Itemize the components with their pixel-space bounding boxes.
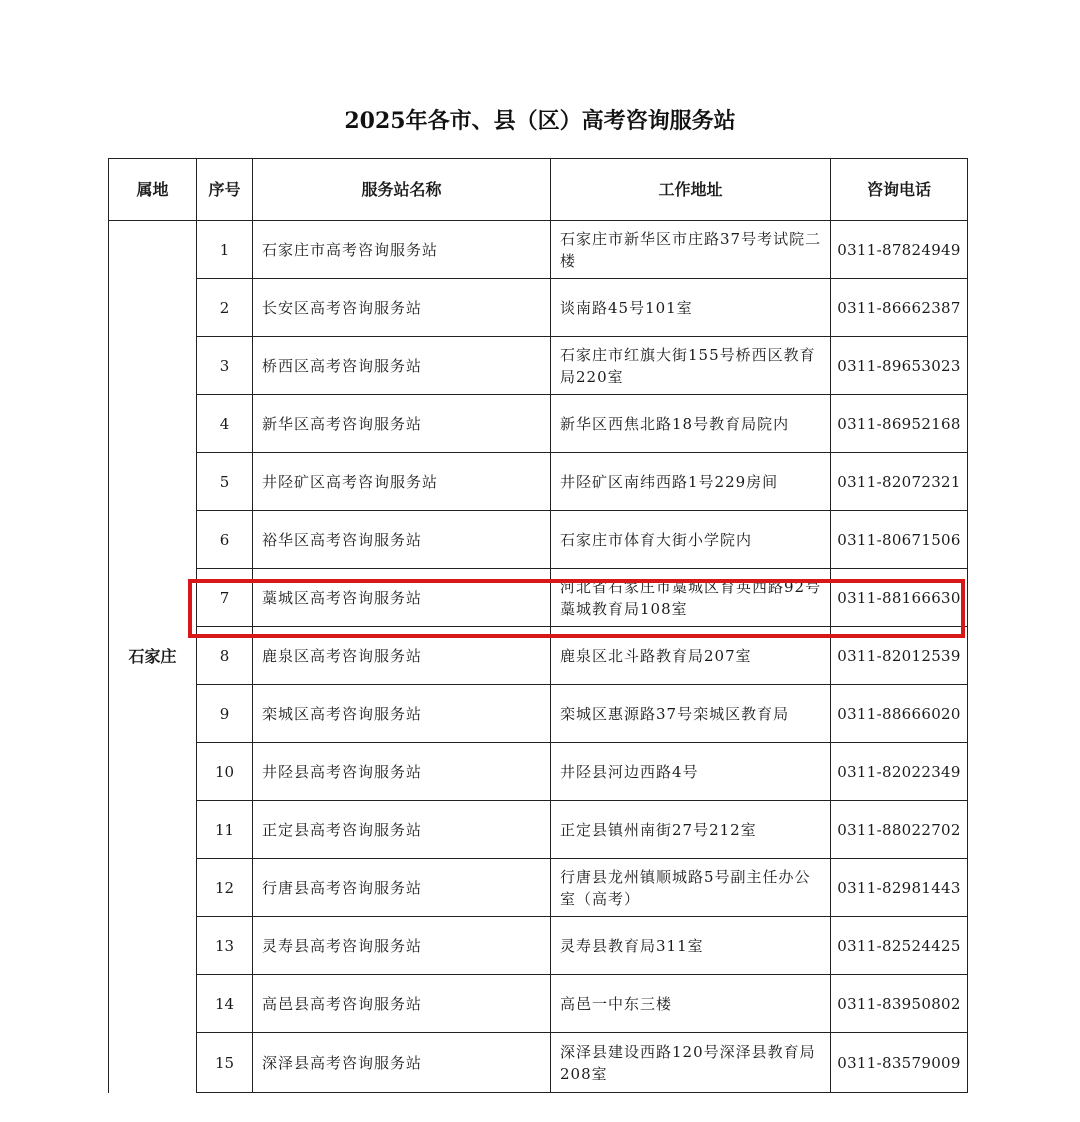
station-phone: 0311-88666020 <box>831 685 968 743</box>
station-name: 长安区高考咨询服务站 <box>253 279 551 337</box>
row-index: 14 <box>197 975 253 1033</box>
station-name: 新华区高考咨询服务站 <box>253 395 551 453</box>
station-name: 裕华区高考咨询服务站 <box>253 511 551 569</box>
station-phone: 0311-82022349 <box>831 743 968 801</box>
table-header-row <box>109 159 968 221</box>
station-address: 正定县镇州南街27号212室 <box>551 801 831 859</box>
station-phone: 0311-89653023 <box>831 337 968 395</box>
table-row <box>109 569 968 627</box>
page-title: 2025年各市、县（区）高考咨询服务站 <box>344 108 736 134</box>
station-address: 新华区西焦北路18号教育局院内 <box>551 395 831 453</box>
station-address: 高邑一中东三楼 <box>551 975 831 1033</box>
station-name: 栾城区高考咨询服务站 <box>253 685 551 743</box>
row-index: 9 <box>197 685 253 743</box>
region-label: 石家庄 <box>128 646 177 666</box>
station-name: 深泽县高考咨询服务站 <box>253 1033 551 1093</box>
table-row <box>109 975 968 1033</box>
station-name: 行唐县高考咨询服务站 <box>253 859 551 917</box>
table-row <box>109 395 968 453</box>
station-address: 行唐县龙州镇顺城路5号副主任办公室（高考） <box>551 859 831 917</box>
row-index: 2 <box>197 279 253 337</box>
table-row <box>109 511 968 569</box>
header-index: 序号 <box>197 159 253 221</box>
station-name: 桥西区高考咨询服务站 <box>253 337 551 395</box>
station-phone: 0311-80671506 <box>831 511 968 569</box>
row-index: 6 <box>197 511 253 569</box>
table-row <box>109 337 968 395</box>
station-name: 鹿泉区高考咨询服务站 <box>253 627 551 685</box>
station-address: 河北省石家庄市藁城区育英西路92号藁城教育局108室 <box>551 569 831 627</box>
table-row <box>109 685 968 743</box>
header-station: 服务站名称 <box>253 159 551 221</box>
row-index: 13 <box>197 917 253 975</box>
table-row <box>109 917 968 975</box>
station-address: 栾城区惠源路37号栾城区教育局 <box>551 685 831 743</box>
table-row <box>109 801 968 859</box>
station-phone: 0311-88022702 <box>831 801 968 859</box>
table-row <box>109 859 968 917</box>
table-body <box>109 221 968 1093</box>
row-index: 12 <box>197 859 253 917</box>
station-phone: 0311-87824949 <box>831 221 968 279</box>
table-row <box>109 1033 968 1093</box>
row-index: 7 <box>197 569 253 627</box>
table-row <box>109 627 968 685</box>
station-address: 灵寿县教育局311室 <box>551 917 831 975</box>
station-address: 深泽县建设西路120号深泽县教育局208室 <box>551 1033 831 1093</box>
station-address: 鹿泉区北斗路教育局207室 <box>551 627 831 685</box>
station-name: 井陉县高考咨询服务站 <box>253 743 551 801</box>
header-address: 工作地址 <box>551 159 831 221</box>
station-address: 井陉矿区南纬西路1号229房间 <box>551 453 831 511</box>
station-phone: 0311-82072321 <box>831 453 968 511</box>
table-row <box>109 279 968 337</box>
station-phone: 0311-82524425 <box>831 917 968 975</box>
station-address: 石家庄市红旗大街155号桥西区教育局220室 <box>551 337 831 395</box>
region-cell <box>109 221 197 1093</box>
station-address: 谈南路45号101室 <box>551 279 831 337</box>
row-index: 11 <box>197 801 253 859</box>
station-name: 井陉矿区高考咨询服务站 <box>253 453 551 511</box>
station-phone: 0311-88166630 <box>831 569 968 627</box>
row-index: 1 <box>197 221 253 279</box>
station-phone: 0311-86952168 <box>831 395 968 453</box>
station-phone: 0311-82012539 <box>831 627 968 685</box>
row-index: 8 <box>197 627 253 685</box>
row-index: 5 <box>197 453 253 511</box>
header-phone: 咨询电话 <box>831 159 968 221</box>
station-phone: 0311-86662387 <box>831 279 968 337</box>
station-phone: 0311-83950802 <box>831 975 968 1033</box>
service-station-table <box>108 158 968 1093</box>
station-name: 高邑县高考咨询服务站 <box>253 975 551 1033</box>
row-index: 15 <box>197 1033 253 1093</box>
header-region: 属地 <box>109 159 197 221</box>
station-name: 石家庄市高考咨询服务站 <box>253 221 551 279</box>
station-address: 井陉县河边西路4号 <box>551 743 831 801</box>
row-index: 10 <box>197 743 253 801</box>
station-address: 石家庄市新华区市庄路37号考试院二楼 <box>551 221 831 279</box>
station-name: 正定县高考咨询服务站 <box>253 801 551 859</box>
table-row <box>109 743 968 801</box>
row-index: 4 <box>197 395 253 453</box>
station-phone: 0311-83579009 <box>831 1033 968 1093</box>
station-name: 藁城区高考咨询服务站 <box>253 569 551 627</box>
station-address: 石家庄市体育大街小学院内 <box>551 511 831 569</box>
station-phone: 0311-82981443 <box>831 859 968 917</box>
table-row <box>109 453 968 511</box>
table-row <box>109 221 968 279</box>
station-name: 灵寿县高考咨询服务站 <box>253 917 551 975</box>
row-index: 3 <box>197 337 253 395</box>
